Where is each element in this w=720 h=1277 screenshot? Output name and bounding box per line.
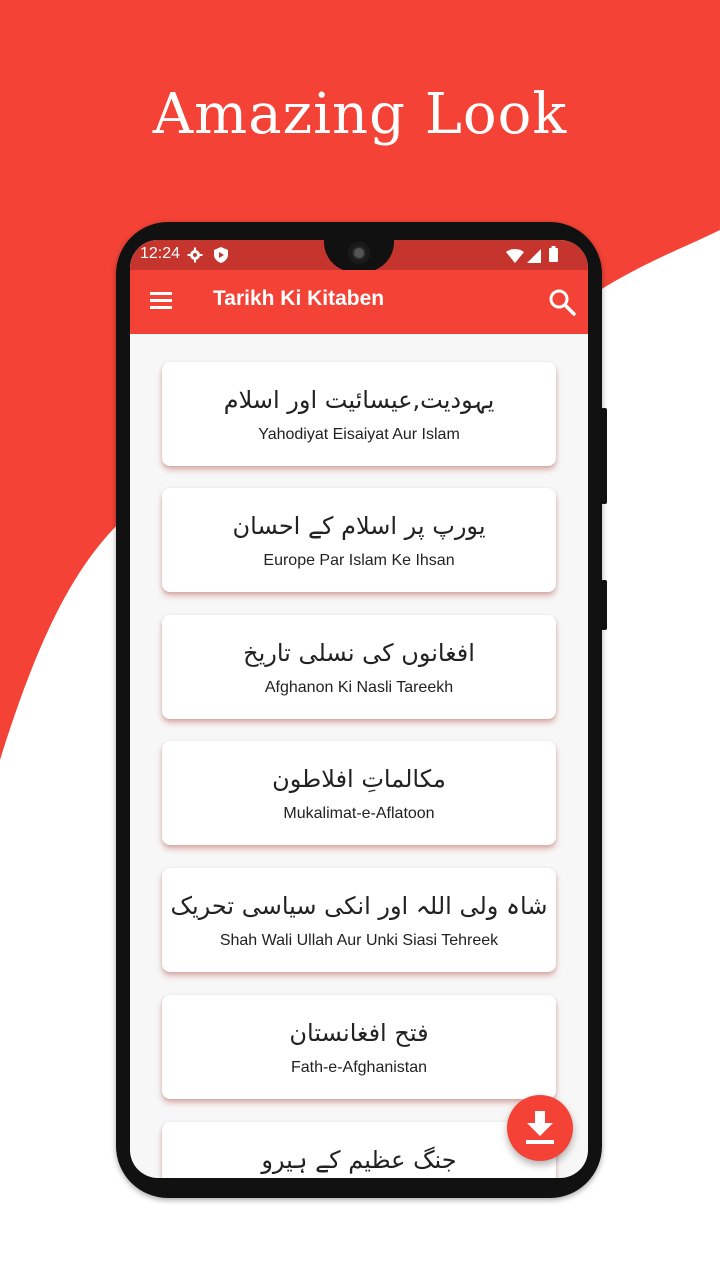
app-bar xyxy=(130,270,588,334)
phone-screen xyxy=(130,240,588,1178)
book-title-urdu: جنگ عظیم کے ہیرو xyxy=(261,1146,457,1174)
book-card[interactable] xyxy=(162,1122,556,1178)
book-title-english: Afghanon Ki Nasli Tareekh xyxy=(264,679,454,696)
book-card[interactable] xyxy=(162,741,556,845)
book-title-urdu: یورپ پر اسلام کے احسان xyxy=(232,512,486,540)
wifi-icon xyxy=(506,248,524,267)
book-title-urdu: شاہ ولی اللہ اور انکی سیاسی تحریک xyxy=(170,892,548,920)
battery-icon xyxy=(549,246,558,266)
book-card[interactable] xyxy=(162,488,556,592)
book-card[interactable] xyxy=(162,362,556,466)
promo-headline: Amazing Look xyxy=(152,82,568,147)
app-title: Tarikh Ki Kitaben xyxy=(213,287,385,310)
book-title-english: Yahodiyat Eisaiyat Aur Islam xyxy=(258,426,460,443)
status-time: 12:24 xyxy=(140,245,181,262)
book-title-urdu: فتح افغانستان xyxy=(289,1019,429,1047)
book-title-english: Mukalimat-e-Aflatoon xyxy=(283,805,435,822)
book-title-urdu: مکالماتِ افلاطون xyxy=(272,765,446,793)
book-card[interactable] xyxy=(162,615,556,719)
front-camera xyxy=(348,242,370,264)
book-card[interactable] xyxy=(162,995,556,1099)
phone-side-button xyxy=(601,408,607,504)
signal-icon xyxy=(527,248,541,267)
download-button[interactable] xyxy=(507,1095,573,1161)
gear-icon xyxy=(187,247,203,267)
shield-icon xyxy=(214,247,228,267)
download-icon xyxy=(524,1111,556,1145)
menu-icon[interactable] xyxy=(150,292,172,310)
book-title-english: Shah Wali Ullah Aur Unki Siasi Tehreek xyxy=(219,932,499,949)
book-title-urdu: افغانوں کی نسلی تاریخ xyxy=(243,639,475,667)
book-list xyxy=(130,334,588,1178)
phone-side-button xyxy=(601,580,607,630)
search-icon[interactable] xyxy=(548,288,576,316)
book-card[interactable] xyxy=(162,868,556,972)
book-title-english: Fath-e-Afghanistan xyxy=(290,1059,428,1076)
book-title-english: Europe Par Islam Ke Ihsan xyxy=(263,552,455,569)
book-title-urdu: یہودیت,عیسائیت اور اسلام xyxy=(223,386,495,414)
